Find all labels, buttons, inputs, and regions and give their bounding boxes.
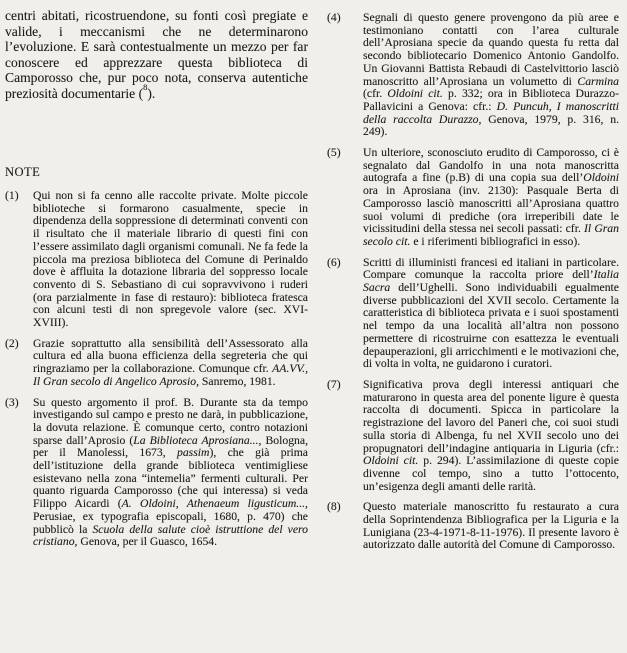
citation-italic-text: Scuola della salute cioè istruttione del vero cristiano,: [33, 522, 308, 549]
footnote: [327, 147, 619, 249]
citation-italic-text: Oldoini: [583, 171, 619, 185]
body-text: e i riferimenti bibliografici in esso).: [410, 234, 581, 248]
body-text: Genova, 1979, p. 316, n. 249).: [363, 112, 619, 139]
footnote: [5, 338, 308, 389]
footnote-text: [363, 501, 619, 552]
body-text: dell’Ughelli. Sono individuabili egualmente diverse pubblicazioni del XVII secolo. Certamente la caratteristica di biblioteca privata e i suoi spostamenti nel tempo da una località all’altra non possono permettere di ricostruirne con esattezza le eventuali depauperazioni, gli arricchimenti e le motivazioni che, di volta in volta, ne guidarono i curatori.: [363, 281, 619, 371]
notes-heading: NOTE: [5, 165, 41, 179]
body-text: p. 332; ora in Biblioteca Durazzo-Pallavicini a Genova: cfr.:: [363, 87, 619, 113]
body-text: Segnali di questo genere provengono da più aree e testimoniano contatti con l’area culturale dell’Aprosiana specie da quando questa fu retta dal secondo bibliotecario Domenico Antonio Gandolfo. Un Giovanni Battista Rebaudi di Castelvittorio lasciò manoscritto all’Aprosiana un volumetto di: [363, 11, 619, 88]
footnote-text: [33, 338, 308, 389]
footnotes-list-left: [5, 190, 308, 549]
body-text: Grazie soprattutto alla sensibilità dell’Assessorato alla cultura ed alla buona efficienza della segreteria che qui ringraziamo per la collaborazione. Comunque cfr.: [33, 336, 308, 376]
citation-italic-text: Italia Sacra: [363, 268, 619, 295]
body-text: ), che già prima dell’istituzione della grande biblioteca ventimigliese esistevano nella zona “intemelia” fermenti culturali. Per quanto riguarda Camporosso (che qui interessa) si veda Filippo Aicardi (: [33, 446, 308, 511]
intro-paragraph: [5, 8, 308, 101]
left-column-notes: [5, 165, 308, 557]
citation-italic-text: Carmina: [577, 74, 619, 88]
body-text: Su questo argomento il prof. B. Durante sta da tempo investigando sul campo e presto ne darà, in pubblicazione, la dovuta relazione. È comunque certo, contro notazioni sparse dall’Aprosio (: [33, 395, 308, 447]
footnote-text: [363, 12, 619, 139]
footnote: [5, 190, 308, 330]
footnote-number: (5): [327, 146, 341, 160]
footnote: [327, 12, 619, 139]
citation-italic-text: Oldoini cit.: [387, 87, 443, 101]
footnote: [5, 397, 308, 549]
footnote-reference: 8: [143, 82, 148, 93]
footnote: [327, 501, 619, 552]
citation-italic-text: A. Oldoini, Athenaeum ligusticum...,: [121, 497, 308, 511]
body-text: (cfr.: [363, 87, 388, 101]
citation-italic-text: La Biblioteca Aprosiana...,: [133, 433, 262, 447]
footnote-text: [33, 397, 308, 549]
footnote-number: (7): [327, 377, 341, 391]
citation-italic-text: AA.VV., Il Gran secolo di Angelico Aprosio,: [33, 362, 308, 388]
body-text: centri abitati, ricostruendone, su fonti così pregiate e valide, i meccanismi che ne determinarono l’evoluzione. E sarà contestualmente un mezzo per far conoscere ed apprezzare questa biblioteca di Camporosso che, pur poco nota, conserva autentiche preziosità documentarie (: [5, 8, 308, 101]
body-text: Bologna, per il Manolessi, 1673,: [33, 433, 308, 460]
body-text: Sanremo, 1981.: [199, 374, 276, 388]
body-text: Un ulteriore, sconosciuto erudito di Camporosso, ci è segnalato dal Gandolfo in una nota manoscritta autografa a fine (p.B) di una copia sua dell’: [363, 146, 619, 185]
citation-italic-text: D. Puncuh, I manoscritti della raccolta Durazzo,: [363, 99, 620, 126]
footnote-text: [363, 147, 619, 249]
left-column-intro: [5, 8, 308, 101]
body-text: p. 294). L’assimilazione di queste copie divenne col tempo, sino a tutto l’ottocento, un’esigenza degli amanti delle rarità.: [363, 454, 619, 493]
body-text: ora in Aprosiana (inv. 2130): Pasquale Berta di Camporosso lasciò manoscritti all’Aprosiana quattro suoi volumi di prediche (ora irreperibili date le vicissitudini della stessa nei secoli passati: cfr.: [363, 184, 619, 236]
footnotes-list-right: [327, 12, 619, 552]
body-text: Qui non si fa cenno alle raccolte private. Molte piccole biblioteche si formarono casualmente, specie in dipendenza della soppressione di determinati conventi con il risultato che il materiale librario di questi fini con l’essere assimilato dagli organismi comunali. Ne fa fede la piccola ma preziosa biblioteca del Comune di Perinaldo dove è affluita la dotazione libraria del soppresso locale convento di S. Sebastiano di cui sopravvivono i ruderi (ora parzialmente in fase di restauro): biblioteca fratesca con alcuni testi di non spregevole valore (sec. XVI-XVIII).: [33, 189, 308, 330]
footnote-number: (8): [327, 500, 341, 514]
body-text: ).: [147, 85, 156, 101]
body-text: Questo materiale manoscritto fu restaurato a cura della Soprintendenza Bibliografica per la Liguria e la Lunigiana (23-4-1971-8-11-1976). Il presente lavoro è autorizzato dalle autorità del Comune di Camporosso.: [363, 500, 619, 552]
footnote: [327, 257, 619, 371]
footnote-text: [363, 257, 619, 371]
footnote-text: [33, 190, 308, 330]
citation-italic-text: Oldoini cit.: [363, 454, 419, 468]
right-column: [327, 12, 619, 560]
body-text: Significativa prova degli interessi antiquari che maturarono in questa area del ponente ligure è questa raccolta di documenti. Spicca in particolare la registrazione del lavoro del Paneri che, coi suoi studi sulla storia di Albenga, fu nel XVII secolo uno dei propugnatori dell’indagine antiquaria in Liguria (cfr.:: [363, 377, 619, 455]
footnote-text: [363, 379, 619, 493]
citation-italic-text: Il Gran secolo cit.: [363, 222, 619, 248]
footnote-number: (3): [5, 395, 19, 409]
footnote-number: (4): [327, 11, 341, 24]
footnote: [327, 379, 619, 493]
body-text: Genova, per il Guasco, 1654.: [77, 535, 218, 549]
citation-italic-text: passim: [176, 446, 210, 460]
body-text: Scritti di illuministi francesi ed italiani in particolare. Compare comunque la raccolta priore dell’: [363, 255, 619, 282]
footnote-number: (2): [5, 336, 19, 350]
footnote-number: (1): [5, 189, 19, 202]
footnote-number: (6): [327, 255, 341, 269]
body-text: Perusiae, ex typografia episcopali, 1680, p. 470) che pubblicò la: [33, 509, 308, 536]
